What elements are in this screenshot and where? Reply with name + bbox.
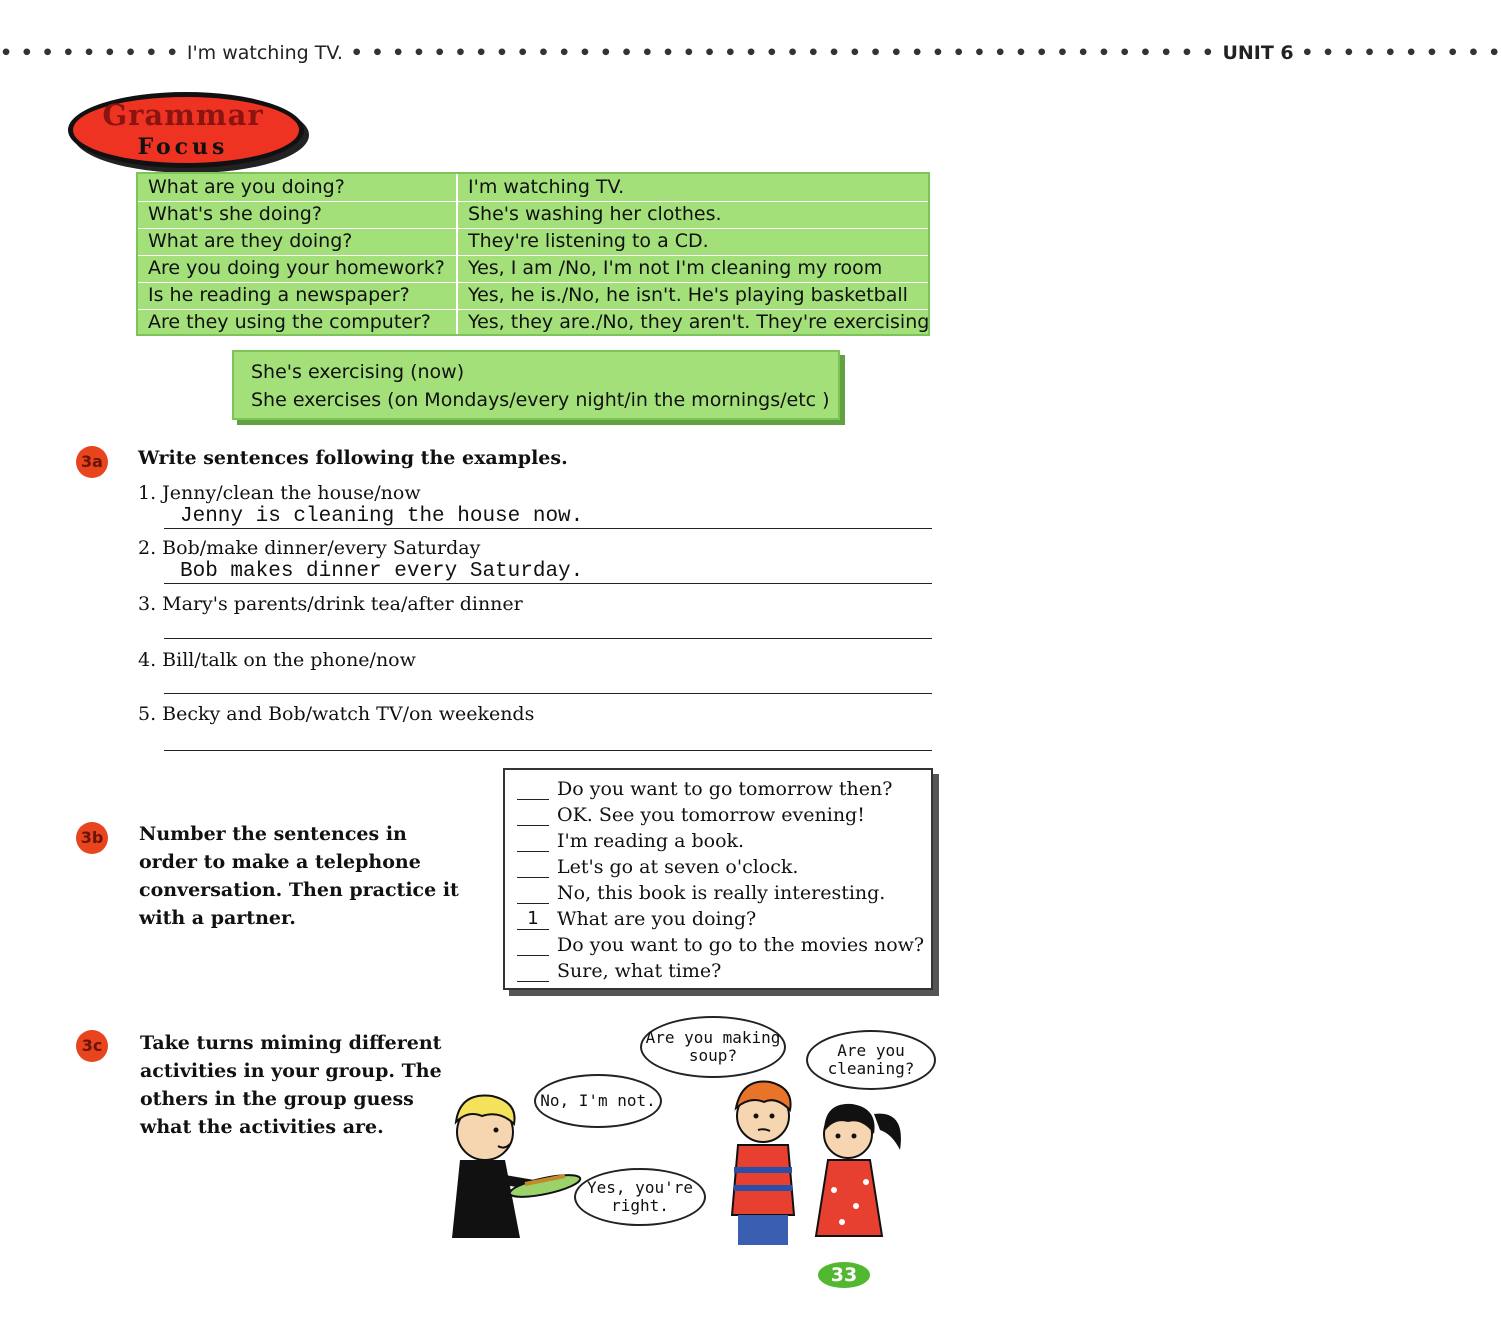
grammar-table <box>136 172 930 336</box>
instruction-line: Number the sentences in <box>139 823 407 845</box>
section-3c-instruction <box>140 1029 470 1141</box>
speech-bubble-making-soup: Are you making soup? <box>640 1016 786 1078</box>
tense-note-box <box>232 350 840 420</box>
question-cell: Are they using the computer? <box>148 311 431 333</box>
order-blank[interactable] <box>517 805 549 826</box>
conversation-text: Sure, what time? <box>557 960 722 982</box>
table-row <box>138 201 928 229</box>
answer-text: Jenny is cleaning the house now. <box>180 505 584 528</box>
table-row <box>138 255 928 283</box>
section-3b-instruction <box>139 820 489 932</box>
exercise-prompt: 4. Bill/talk on the phone/now <box>138 649 416 671</box>
order-blank[interactable] <box>517 961 549 982</box>
answer-cell: I'm watching TV. <box>468 176 625 198</box>
order-blank[interactable] <box>517 857 549 878</box>
table-row <box>138 309 928 336</box>
speech-bubble-cleaning: Are you cleaning? <box>806 1030 936 1090</box>
grammar-focus-subtitle: Focus <box>137 134 229 160</box>
note-line: She exercises (on Mondays/every night/in the mornings/etc ) <box>251 389 830 411</box>
question-cell: Is he reading a newspaper? <box>148 284 410 306</box>
page-number: 33 <box>818 1262 870 1288</box>
conversation-text: I'm reading a book. <box>557 830 745 852</box>
redhead-boy-figure <box>732 1082 794 1245</box>
answer-line[interactable] <box>164 502 932 529</box>
table-row <box>138 174 928 202</box>
answer-line[interactable] <box>164 667 932 694</box>
question-cell: What's she doing? <box>148 203 322 225</box>
conversation-line <box>517 830 744 856</box>
conversation-text: What are you doing? <box>557 908 757 930</box>
instruction-line: activities in your group. The <box>140 1060 442 1082</box>
instruction-line: conversation. Then practice it <box>139 879 459 901</box>
order-blank[interactable] <box>517 831 549 852</box>
table-row <box>138 228 928 256</box>
question-cell: Are you doing your homework? <box>148 257 445 279</box>
exercise-prompt: 1. Jenny/clean the house/now <box>138 482 421 504</box>
order-blank[interactable]: 1 <box>517 909 549 930</box>
answer-cell: She's washing her clothes. <box>468 203 722 225</box>
instruction-line: what the activities are. <box>140 1116 384 1138</box>
header-dots-mid: • • • • • • • • • • • • • • • • • • • • • • • • • • • • • • • • • • • • • • • • • • <box>342 42 1223 64</box>
answer-line[interactable] <box>164 724 932 751</box>
note-line: She's exercising (now) <box>251 361 465 383</box>
header-dots-right: • • • • • • • • • • <box>1293 42 1501 64</box>
answer-cell: Yes, I am /No, I'm not I'm cleaning my room <box>468 257 883 279</box>
lesson-title: I'm watching TV. <box>186 42 343 64</box>
conversation-text: Let's go at seven o'clock. <box>557 856 799 878</box>
answer-cell: They're listening to a CD. <box>468 230 709 252</box>
conversation-text: Do you want to go to the movies now? <box>557 934 925 956</box>
order-blank[interactable] <box>517 883 549 904</box>
section-3c-badge: 3c <box>76 1030 108 1062</box>
exercise-prompt: 5. Becky and Bob/watch TV/on weekends <box>138 703 535 725</box>
section-3a-heading: Write sentences following the examples. <box>138 447 568 469</box>
conversation-line <box>517 908 756 934</box>
table-row <box>138 282 928 310</box>
conversation-line <box>517 804 865 830</box>
answer-cell: Yes, he is./No, he isn't. He's playing basketball <box>468 284 908 306</box>
order-blank[interactable] <box>517 935 549 956</box>
speech-bubble-no: No, I'm not. <box>534 1074 662 1128</box>
instruction-line: order to make a telephone <box>139 851 421 873</box>
conversation-line <box>517 960 721 986</box>
conversation-text: OK. See you tomorrow evening! <box>557 804 865 826</box>
conversation-line <box>517 856 798 882</box>
conversation-text: Do you want to go tomorrow then? <box>557 778 893 800</box>
speech-bubble-yes: Yes, you're right. <box>574 1168 706 1226</box>
unit-label: UNIT 6 <box>1222 42 1294 64</box>
section-3b-badge: 3b <box>76 822 108 854</box>
answer-cell: Yes, they are./No, they aren't. They're exercising <box>468 311 930 333</box>
girl-figure <box>816 1104 901 1236</box>
conversation-box <box>503 768 933 990</box>
grammar-focus-title: Grammar <box>102 98 264 132</box>
header-dots-left: • • • • • • • • • <box>0 42 187 64</box>
instruction-line: with a partner. <box>139 907 296 929</box>
answer-line[interactable] <box>164 612 932 639</box>
conversation-line <box>517 778 892 804</box>
section-3a-badge: 3a <box>76 446 108 478</box>
conversation-line <box>517 882 885 908</box>
question-cell: What are they doing? <box>148 230 353 252</box>
answer-text: Bob makes dinner every Saturday. <box>180 560 584 583</box>
answer-line[interactable] <box>164 557 932 584</box>
instruction-line: Take turns miming different <box>140 1032 442 1054</box>
exercise-prompt: 2. Bob/make dinner/every Saturday <box>138 537 481 559</box>
question-cell: What are you doing? <box>148 176 345 198</box>
instruction-line: others in the group guess <box>140 1088 414 1110</box>
conversation-text: No, this book is really interesting. <box>557 882 886 904</box>
exercise-prompt: 3. Mary's parents/drink tea/after dinner <box>138 593 523 615</box>
order-blank[interactable] <box>517 779 549 800</box>
conversation-line <box>517 934 924 960</box>
running-header <box>0 42 1501 70</box>
